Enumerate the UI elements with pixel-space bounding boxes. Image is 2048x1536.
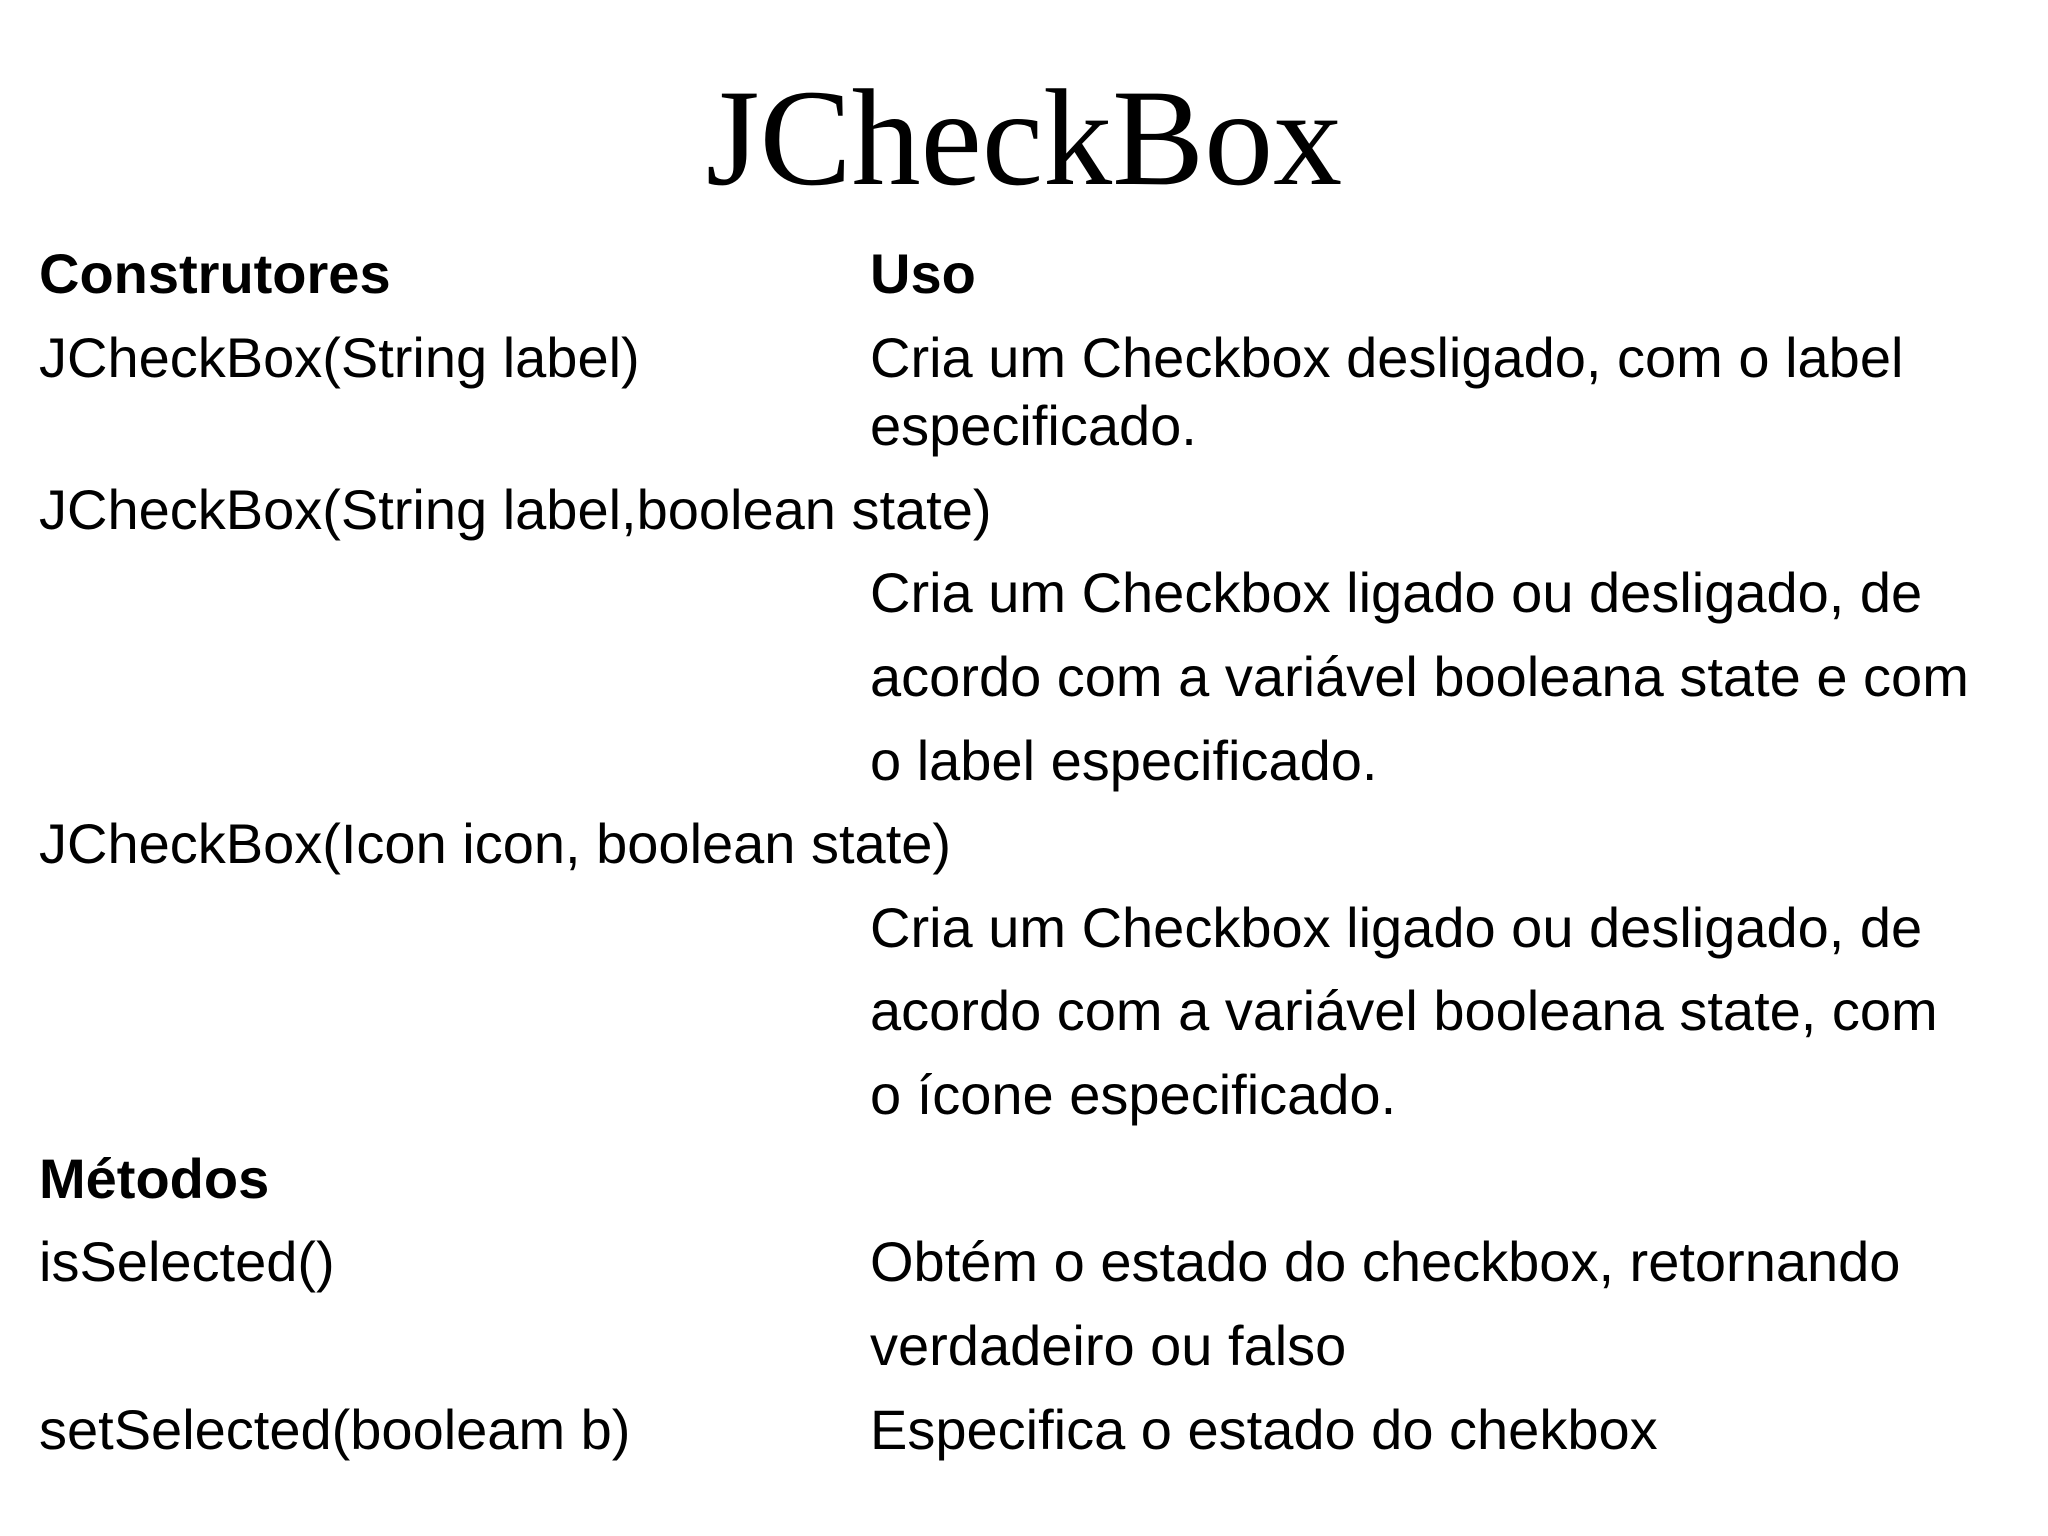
- constructors-heading: Construtores: [39, 242, 391, 305]
- method-usage-line: Especifica o estado do chekbox: [870, 1398, 1658, 1461]
- constructor-usage-line: Cria um Checkbox desligado, com o label: [870, 326, 1904, 389]
- method-signature: setSelected(booleam b): [39, 1398, 631, 1461]
- constructor-usage-line: especificado.: [870, 394, 1197, 457]
- constructor-usage-line: Cria um Checkbox ligado ou desligado, de: [870, 896, 1923, 959]
- usage-heading: Uso: [870, 242, 976, 305]
- method-usage-line: verdadeiro ou falso: [870, 1314, 1347, 1377]
- slide-title: JCheckBox: [705, 61, 1343, 214]
- method-signature: isSelected(): [39, 1230, 335, 1293]
- method-usage-line: Obtém o estado do checkbox, retornando: [870, 1230, 1901, 1293]
- methods-heading: Métodos: [39, 1147, 270, 1210]
- constructor-signature: JCheckBox(Icon icon, boolean state): [39, 812, 952, 875]
- constructor-usage-line: o label especificado.: [870, 729, 1378, 792]
- constructor-usage-line: o ícone especificado.: [870, 1063, 1397, 1126]
- constructor-usage-line: acordo com a variável booleana state e com: [870, 645, 1969, 708]
- constructor-usage-line: acordo com a variável booleana state, com: [870, 979, 1938, 1042]
- constructor-usage-line: Cria um Checkbox ligado ou desligado, de: [870, 561, 1923, 624]
- constructor-signature: JCheckBox(String label,boolean state): [39, 478, 992, 541]
- constructor-signature: JCheckBox(String label): [39, 326, 640, 389]
